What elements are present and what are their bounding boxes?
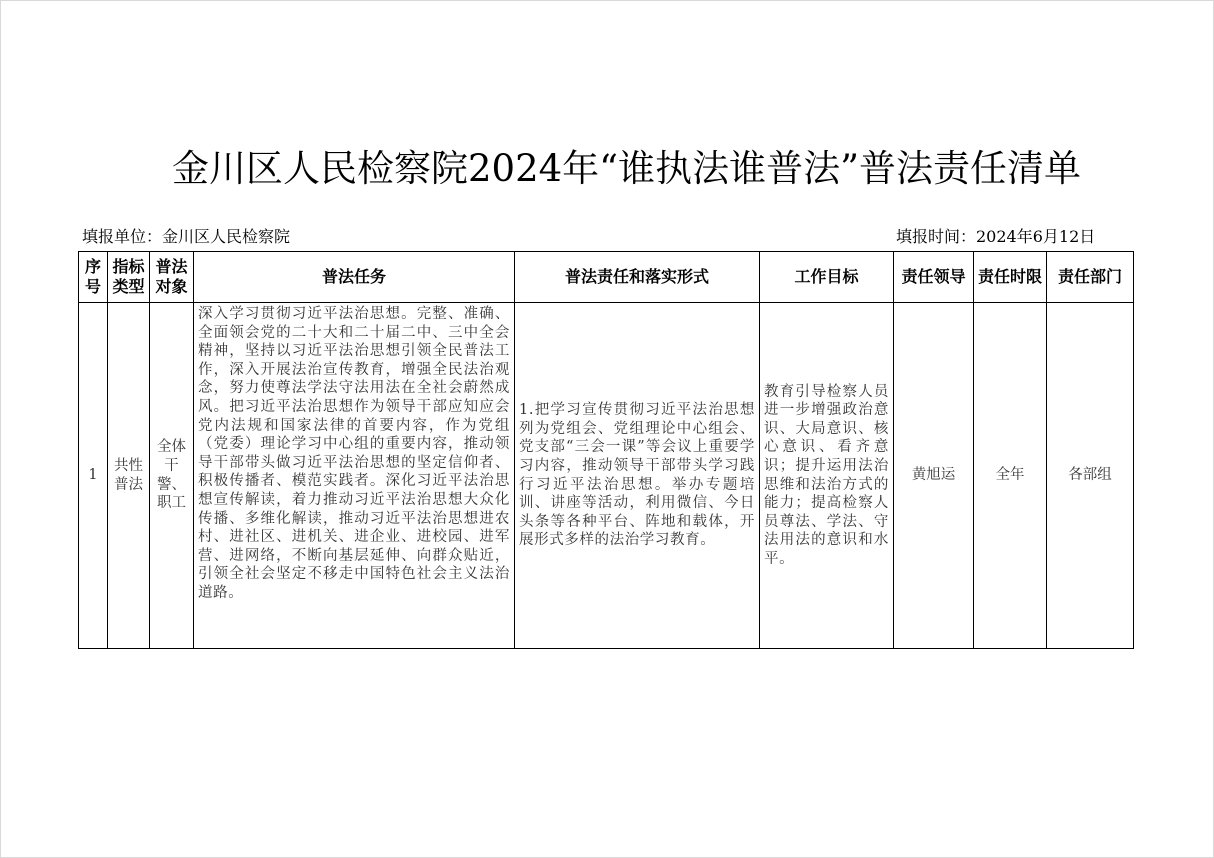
table-row bbox=[79, 303, 1134, 649]
header-type: 指标类型 bbox=[108, 252, 150, 303]
document-title: 金川区人民检察院2024年“谁执法谁普法”普法责任清单 bbox=[172, 147, 1081, 190]
cell-department: 各部组 bbox=[1047, 303, 1134, 649]
header-department: 责任部门 bbox=[1047, 252, 1134, 303]
cell-leader: 黄旭运 bbox=[894, 303, 974, 649]
fill-unit: 填报单位：金川区人民检察院 bbox=[82, 227, 291, 246]
fill-date: 填报时间：2024年6月12日 bbox=[896, 227, 1096, 246]
header-target: 普法对象 bbox=[150, 252, 194, 303]
cell-responsibility-wrap bbox=[515, 303, 760, 649]
cell-goal-wrap bbox=[760, 303, 894, 649]
header-period: 责任时限 bbox=[974, 252, 1047, 303]
header-task: 普法任务 bbox=[194, 252, 515, 303]
cell-task-wrap bbox=[194, 303, 515, 649]
header-leader: 责任领导 bbox=[894, 252, 974, 303]
header-goal: 工作目标 bbox=[760, 252, 894, 303]
cell-target: 全体干警、职工 bbox=[150, 303, 194, 649]
cell-goal: 教育引导检察人员进一步增强政治意识、大局意识、核心意识、看齐意识；提升运用法治思维和法治方式的能力；提高检察人员尊法、学法、守法用法的意识和水平。 bbox=[764, 383, 889, 567]
header-responsibility: 普法责任和落实形式 bbox=[515, 252, 760, 303]
cell-type: 共性普法 bbox=[108, 303, 150, 649]
cell-period: 全年 bbox=[974, 303, 1047, 649]
responsibility-table bbox=[78, 251, 1134, 649]
table-header-row bbox=[79, 252, 1134, 303]
cell-seq: 1 bbox=[79, 303, 108, 649]
header-seq: 序号 bbox=[79, 252, 108, 303]
cell-task: 深入学习贯彻习近平法治思想。完整、准确、全面领会党的二十大和二十届二中、三中全会精神，坚持以习近平法治思想引领全民普法工作，深入开展法治宣传教育，增强全民法治观念，努力使尊法学法守法用法在全社会蔚然成风。把习近平法治思想作为领导干部应知应会党内法规和国家法律的首要内容，作为党组（党委）理论学习中心组的重要内容，推动领导干部带头做习近平法治思想的坚定信仰者、积极传播者、模范实践者。深化习近平法治思想宣传解读，着力推动习近平法治思想大众化传播、多维化解读，推动习近平法治思想进农村、进社区、进机关、进企业、进校园、进军营、进网络，不断向基层延伸、向群众贴近，引领全社会坚定不移走中国特色社会主义法治道路。 bbox=[198, 306, 510, 601]
cell-responsibility: 1.把学习宣传贯彻习近平法治思想列为党组会、党组理论中心组会、党支部“三会一课”等会议上重要学习内容，推动领导干部带头学习践行习近平法治思想。举办专题培训、讲座等活动，利用微信、今日头条等各种平台、阵地和载体，开展形式多样的法治学习教育。 bbox=[519, 402, 755, 549]
